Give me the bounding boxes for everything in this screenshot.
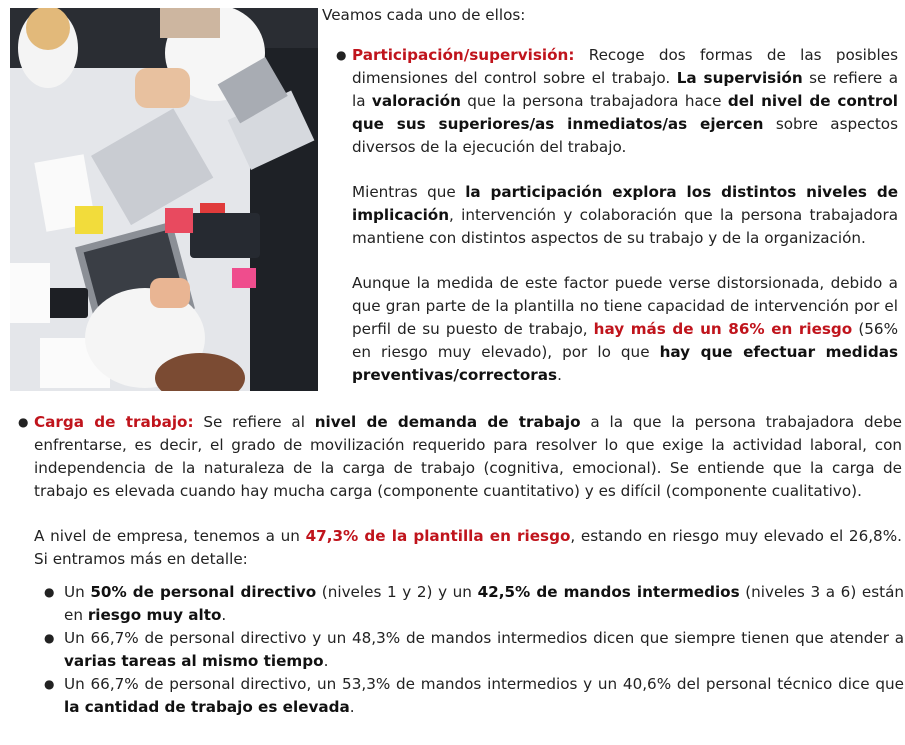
carga-paragraph-2: [34, 525, 902, 571]
participacion-title: Participación/supervisión:: [352, 46, 575, 64]
bold-text: la cantidad de trabajo es elevada: [64, 698, 350, 716]
list-item-text: [64, 675, 904, 716]
office-teamwork-photo: [10, 8, 318, 391]
bullet-icon: ●: [44, 631, 55, 645]
bold-text: 42,5% de mandos intermedios: [477, 583, 740, 601]
carga-detail-list: [44, 581, 904, 719]
carga-title: Carga de trabajo:: [34, 413, 194, 431]
bold-text: la participación explora los distintos niveles de implicación: [352, 183, 898, 224]
participacion-paragraph-1: [352, 44, 898, 159]
list-item: [44, 627, 904, 673]
list-item-text: [64, 629, 904, 670]
carga-p2-text: [34, 527, 902, 568]
list-item-text: [64, 583, 904, 624]
bold-text: 50% de personal directivo: [90, 583, 317, 601]
body-text: .: [557, 366, 562, 384]
bold-text: del nivel de control que sus superiores/as inmediatos/as ejercen: [352, 92, 899, 133]
body-text: Un 66,7% de personal directivo y un 48,3% de mandos intermedios dicen que siempre tienen que atender a: [64, 629, 904, 647]
list-item: [44, 581, 904, 627]
body-text: Mientras que: [352, 183, 466, 201]
bold-text: valoración: [371, 92, 461, 110]
bullet-icon: ●: [44, 585, 55, 599]
participacion-p2-text: [352, 183, 898, 247]
body-text: , estando en riesgo muy elevado el 26,8%. Si entramos más en detalle:: [34, 527, 902, 568]
body-text: A nivel de empresa, tenemos a un: [34, 527, 306, 545]
bullet-icon: ●: [336, 48, 347, 62]
list-item: [44, 673, 904, 719]
body-text: (niveles 3 a 6) están en: [64, 583, 904, 624]
bullet-icon: ●: [18, 415, 29, 429]
carga-section: [18, 411, 902, 593]
participacion-paragraph-2: [352, 181, 898, 250]
bold-text: varias tareas al mismo tiempo: [64, 652, 324, 670]
body-text: .: [221, 606, 227, 624]
participacion-p3-text: [352, 274, 898, 384]
body-text: .: [349, 698, 355, 716]
body-text: a la que la persona trabajadora debe enfrentarse, es decir, el grado de movilización requerido para resolver lo que exige la actividad laboral, con independencia de la naturaleza de la carga de trabajo (cognitiva, emocional). Se entiende que la carga de trabajo es elevada cuando hay mucha carga (componente cuantitativo) y es difícil (componente cualitativo).: [34, 413, 902, 500]
bold-text: riesgo muy alto: [87, 606, 222, 624]
body-text: Aunque la medida de este factor puede verse distorsionada, debido a que gran parte de la plantilla no tiene capacidad de intervención por el perfil de su puesto de trabajo,: [352, 274, 898, 338]
bold-text: hay que efectuar medidas preventivas/correctoras: [352, 343, 898, 384]
carga-paragraph-1: [34, 411, 902, 503]
participacion-section: [336, 44, 899, 409]
highlight-text: hay más de un 86% en riesgo: [593, 320, 853, 338]
body-text: se refiere a la: [352, 69, 899, 110]
highlight-text: 47,3% de la plantilla en riesgo: [305, 527, 571, 545]
bold-text: nivel de demanda de trabajo: [314, 413, 581, 431]
office-teamwork-illustration: [10, 8, 318, 391]
body-text: Se refiere al: [193, 413, 315, 431]
body-text: (niveles 1 y 2) y un: [316, 583, 478, 601]
body-text: , intervención y colaboración que la persona trabajadora mantiene con distintos aspectos de su trabajo y de la organización.: [352, 206, 898, 247]
bold-text: La supervisión: [676, 69, 803, 87]
body-text: que la persona trabajadora hace: [460, 92, 728, 110]
body-text: .: [323, 652, 329, 670]
participacion-paragraph-3: [352, 272, 898, 387]
body-text: (56% en riesgo muy elevado), por lo que: [352, 320, 898, 361]
body-text: Un 66,7% de personal directivo, un 53,3% de mandos intermedios y un 40,6% del personal técnico dice que: [64, 675, 904, 693]
body-text: Recoge dos formas de las posibles dimensiones del control sobre el trabajo.: [352, 46, 898, 87]
intro-text: Veamos cada uno de ellos:: [322, 6, 526, 24]
bullet-icon: ●: [44, 677, 55, 691]
body-text: sobre aspectos diversos de la ejecución del trabajo.: [352, 115, 898, 156]
body-text: Un: [64, 583, 91, 601]
